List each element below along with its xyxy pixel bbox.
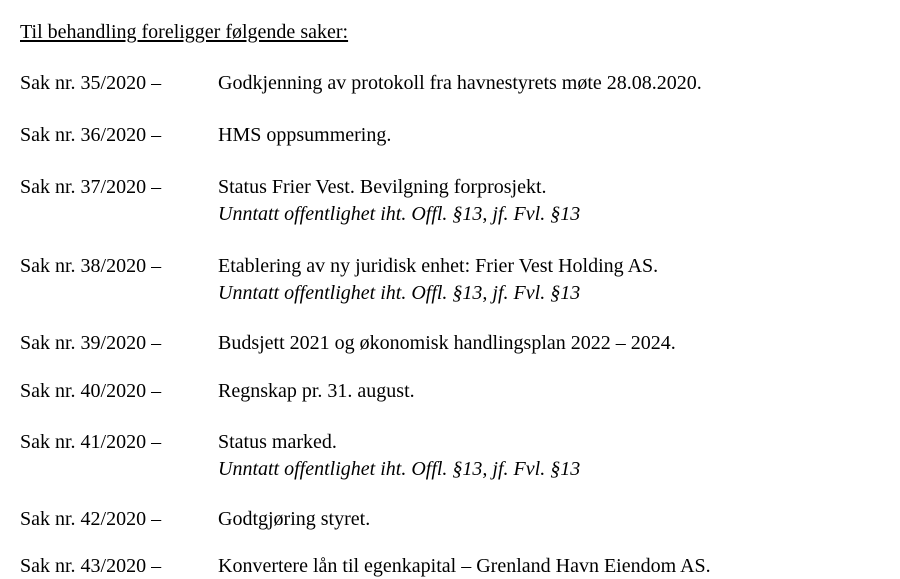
case-title: Etablering av ny juridisk enhet: Frier Vest Holding AS. [218,255,659,277]
case-title: HMS oppsummering. [218,124,392,146]
case-title: Status marked. [218,431,337,453]
case-number: Sak nr. 40/2020 – [20,380,162,402]
case-title: Budsjett 2021 og økonomisk handlingsplan 2022 – 2024. [218,332,676,354]
agenda-heading: Til behandling foreligger følgende saker: [20,21,349,43]
case-title: Godtgjøring styret. [218,508,371,530]
confidentiality-note: Unntatt offentlighet iht. Offl. §13, jf. Fvl. §13 [218,282,581,304]
case-number: Sak nr. 37/2020 – [20,176,162,198]
case-number: Sak nr. 41/2020 – [20,431,162,453]
confidentiality-note: Unntatt offentlighet iht. Offl. §13, jf. Fvl. §13 [218,203,581,225]
case-number: Sak nr. 35/2020 – [20,72,162,94]
case-title: Regnskap pr. 31. august. [218,380,415,402]
case-number: Sak nr. 39/2020 – [20,332,162,354]
case-number: Sak nr. 38/2020 – [20,255,162,277]
case-number: Sak nr. 42/2020 – [20,508,162,530]
case-title: Godkjenning av protokoll fra havnestyrets møte 28.08.2020. [218,72,702,94]
case-title: Konvertere lån til egenkapital – Grenland Havn Eiendom AS. [218,555,711,577]
confidentiality-note: Unntatt offentlighet iht. Offl. §13, jf. Fvl. §13 [218,458,581,480]
case-number: Sak nr. 43/2020 – [20,555,162,577]
case-title: Status Frier Vest. Bevilgning forprosjekt. [218,176,547,198]
case-number: Sak nr. 36/2020 – [20,124,162,146]
